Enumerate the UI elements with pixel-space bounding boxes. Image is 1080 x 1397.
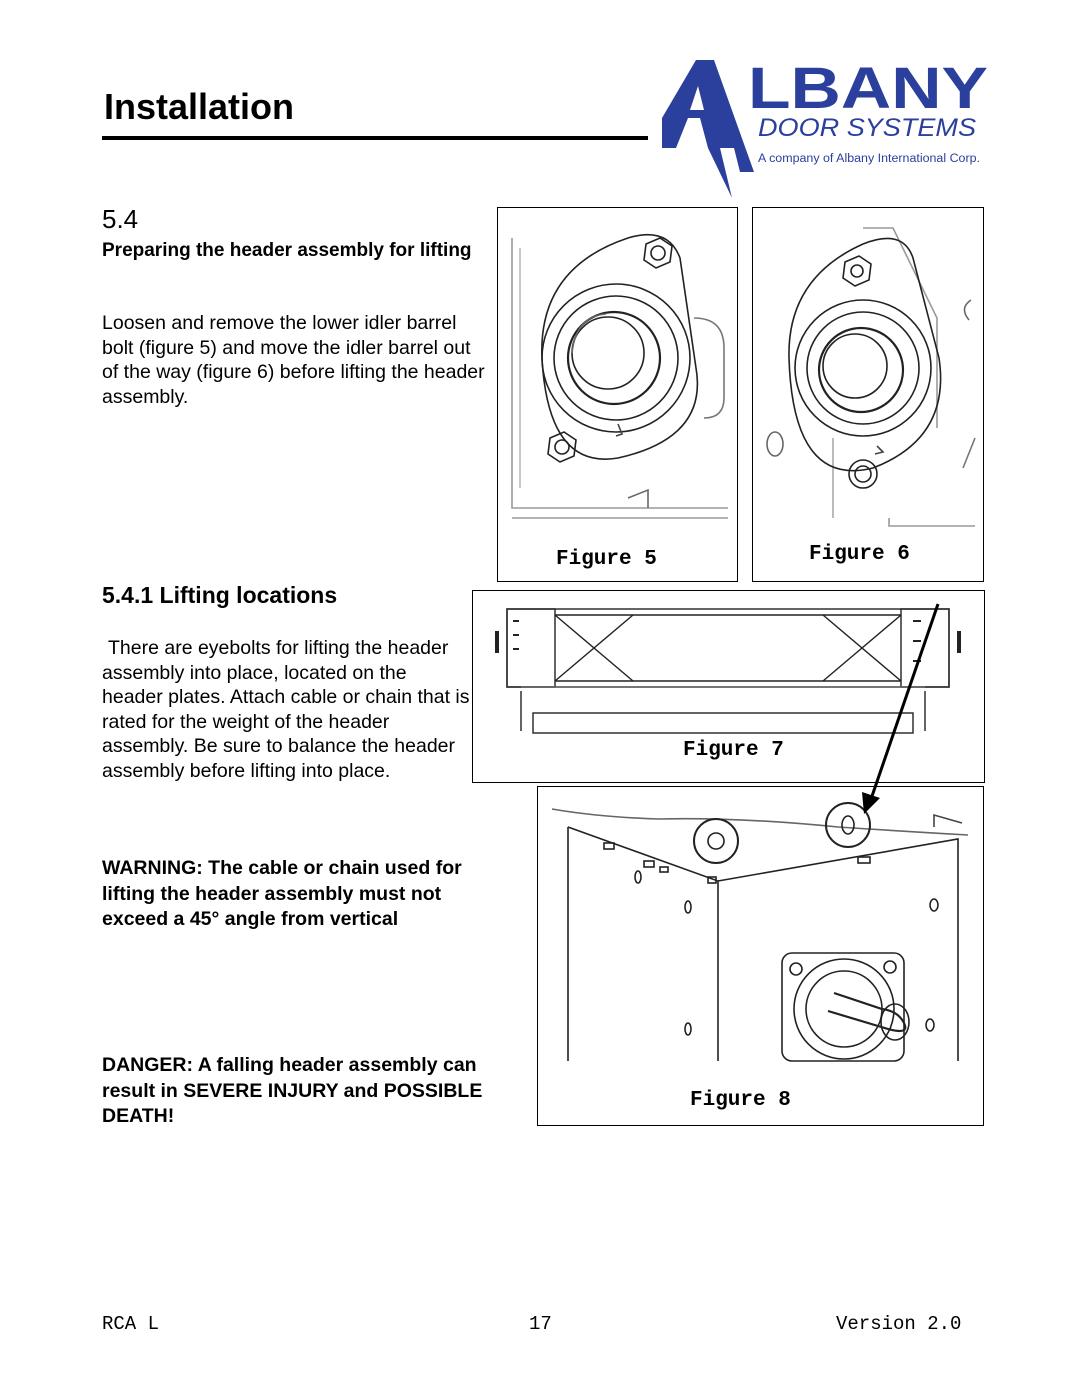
section-body: Loosen and remove the lower idler barrel bolt (figure 5) and move the idler barrel out of the way (figure 6) before lifting the header assembly. bbox=[102, 312, 485, 408]
figure-6-caption: Figure 6 bbox=[809, 543, 910, 566]
figure-5-box bbox=[497, 207, 738, 582]
figure-6-drawing bbox=[753, 208, 985, 548]
logo-a-mark bbox=[662, 60, 754, 198]
warning-text: WARNING: The cable or chain used for lifting the header assembly must not exceed a 45° angle from vertical bbox=[102, 857, 462, 930]
figure-8-caption: Figure 8 bbox=[690, 1089, 791, 1112]
figure-7-caption: Figure 7 bbox=[683, 739, 784, 762]
title-rule bbox=[102, 136, 648, 140]
danger-text: DANGER: A falling header assembly can result in SEVERE INJURY and POSSIBLE DEATH! bbox=[102, 1054, 483, 1127]
company-logo bbox=[656, 56, 992, 198]
subsection-body: There are eyebolts for lifting the header assembly into place, located on the header plates. Attach cable or chain that is rated for the weight of the header assembly. Be sure to balance the header assembly before lifting into place. bbox=[102, 637, 470, 782]
subsection-heading: 5.4.1 Lifting locations bbox=[102, 582, 338, 608]
eyebolt-pointer-arrow bbox=[850, 596, 950, 816]
section-heading: Preparing the header assembly for lifting bbox=[102, 240, 472, 261]
logo-tagline-sub: A company of Albany International Corp. bbox=[758, 153, 980, 165]
footer-doc-id: RCA L bbox=[102, 1313, 160, 1335]
section-number: 5.4 bbox=[102, 204, 139, 234]
figure-8-box bbox=[537, 786, 984, 1126]
figure-8-drawing bbox=[538, 787, 985, 1067]
logo-brand-text: LBANY bbox=[748, 56, 988, 121]
figure-5-drawing bbox=[498, 208, 739, 548]
footer-page-number: 17 bbox=[529, 1313, 552, 1335]
figure-6-box bbox=[752, 207, 984, 582]
logo-tagline-main: DOOR SYSTEMS bbox=[758, 114, 977, 142]
footer-version: Version 2.0 bbox=[836, 1313, 962, 1335]
page-title: Installation bbox=[104, 86, 295, 127]
figure-5-caption: Figure 5 bbox=[556, 548, 657, 571]
